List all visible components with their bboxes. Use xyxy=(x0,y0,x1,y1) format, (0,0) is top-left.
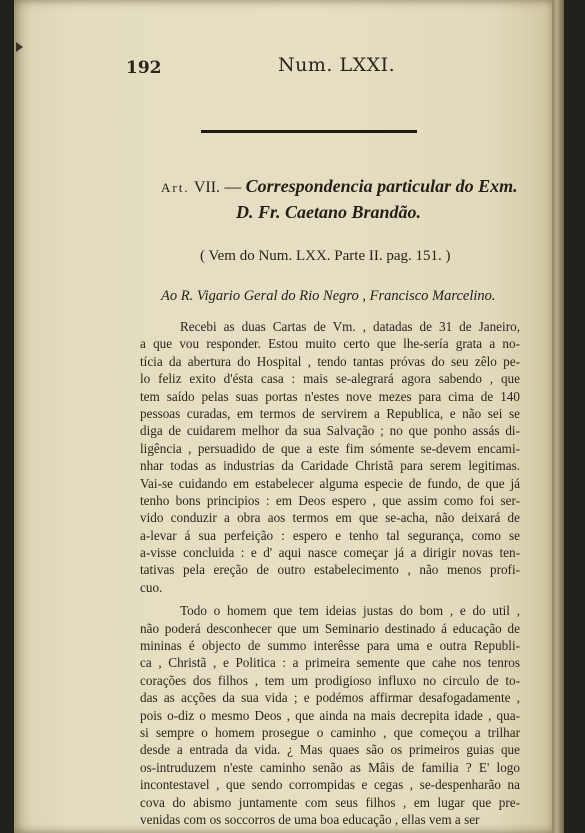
text-line: das as acções da sua vida ; e podémos affirmar desafogadamente , xyxy=(140,690,520,706)
text-line: ca , Christã , e Politica : a primeira semente que cahe nos tenros xyxy=(140,655,520,671)
article-title-line-1 xyxy=(161,176,518,197)
text-line: diga de cuidarem melhor da sua Salvação ; no que ponho assás di- xyxy=(140,423,520,439)
article-number: VII. xyxy=(193,179,221,196)
text-line: a-levar á sua perfeição : espero e tenho tal segurança, como se xyxy=(140,527,520,543)
text-line: corações dos filhos , tem um prodigioso influxo no circulo de to- xyxy=(140,672,520,688)
text-line: Vai-se cuidando em estabelecer alguma especie de fundo, de que já xyxy=(140,475,520,491)
text-line: Recebi as duas Cartas de Vm. , datadas de 31 de Janeiro, xyxy=(180,319,520,334)
continuation-note: ( Vem do Num. LXX. Parte II. pag. 151. ) xyxy=(200,248,451,264)
text-line: a-visse concluida : e d' aqui nasce começar já a dirigir novas ten- xyxy=(140,545,520,561)
margin-mark xyxy=(16,42,23,52)
article-title-line-2 xyxy=(236,202,421,223)
paragraph xyxy=(140,602,520,828)
article-label: Art. xyxy=(161,180,190,195)
text-line: pois o-diz o mesmo Deos , que ainda na mais decrepita idade , qua- xyxy=(140,707,520,723)
letter-body xyxy=(140,318,520,828)
text-line: mininas é objecto de summo interêsse para uma e outra Republi- xyxy=(140,638,520,654)
text-line: tativas pela ereção de outro estabelecimento , não menos profi- xyxy=(140,562,520,578)
page-header xyxy=(0,54,585,78)
text-line: vido conduzir a obra aos termos em que se-acha, não deixará de xyxy=(140,510,520,526)
text-line: cova do abismo juntamente com seus filhos , em lugar que pre- xyxy=(140,794,520,810)
text-line: tenho bons principios : em Deos espero , que assim como foi ser- xyxy=(140,492,520,508)
text-line: si sempre o homem prosegue o caminho , que começou a trilhar xyxy=(140,724,520,740)
text-line: não poderá desconhecer que um Seminario destinado á educação de xyxy=(140,620,520,636)
text-line: a que vou responder. Estou muito certo que lhe-sería grata a no- xyxy=(140,336,520,352)
running-head: Num. LXXI. xyxy=(278,54,396,76)
page-number: 192 xyxy=(126,58,162,78)
text-line: pessoas curadas, em termos de servirem a Republica, e não sei se xyxy=(140,405,520,421)
article-dash: — xyxy=(224,177,242,196)
page-edge xyxy=(552,0,564,833)
letter-addressee: Ao R. Vigario Geral do Rio Negro , Francisco Marcelino. xyxy=(161,288,496,304)
text-line: os-intruduzem n'este caminho senão as Mâis de familia ? E' logo xyxy=(140,759,520,775)
text-line: cuo. xyxy=(140,579,163,595)
text-line: desde a entrada da vida. ¿ Mas quaes são os primeiros guias que xyxy=(140,742,520,758)
text-line: venidas com os soccorros de uma boa educação , ellas vem a ser xyxy=(140,811,480,827)
text-line: ligência , persuadido de que a este fim sómente se-devem encami- xyxy=(140,440,520,456)
article-title-text-1: Correspondencia particular do Exm. xyxy=(245,176,518,196)
text-line: lo feliz exito d'ésta casa : mais se-alegrará agora sabendo , que xyxy=(140,371,520,387)
text-line: tícia da abertura do Hospital , tendo tantas próvas do seu zêlo pe- xyxy=(140,353,520,369)
article-title-text-2: D. Fr. Caetano Brandão. xyxy=(236,202,422,222)
header-rule xyxy=(201,130,417,133)
text-line: nhar todas as industrias da Caridade Christã para serem legitimas. xyxy=(140,458,520,474)
paragraph xyxy=(140,318,520,596)
text-line: incontestavel , que sendo corrompidas e cegas , se-despenharão na xyxy=(140,777,520,793)
text-line: Todo o homem que tem ideias justas do bom , e do util , xyxy=(180,603,520,619)
text-line: tem saído pelas suas portas n'estes nove mezes para cima de 140 xyxy=(140,388,520,404)
